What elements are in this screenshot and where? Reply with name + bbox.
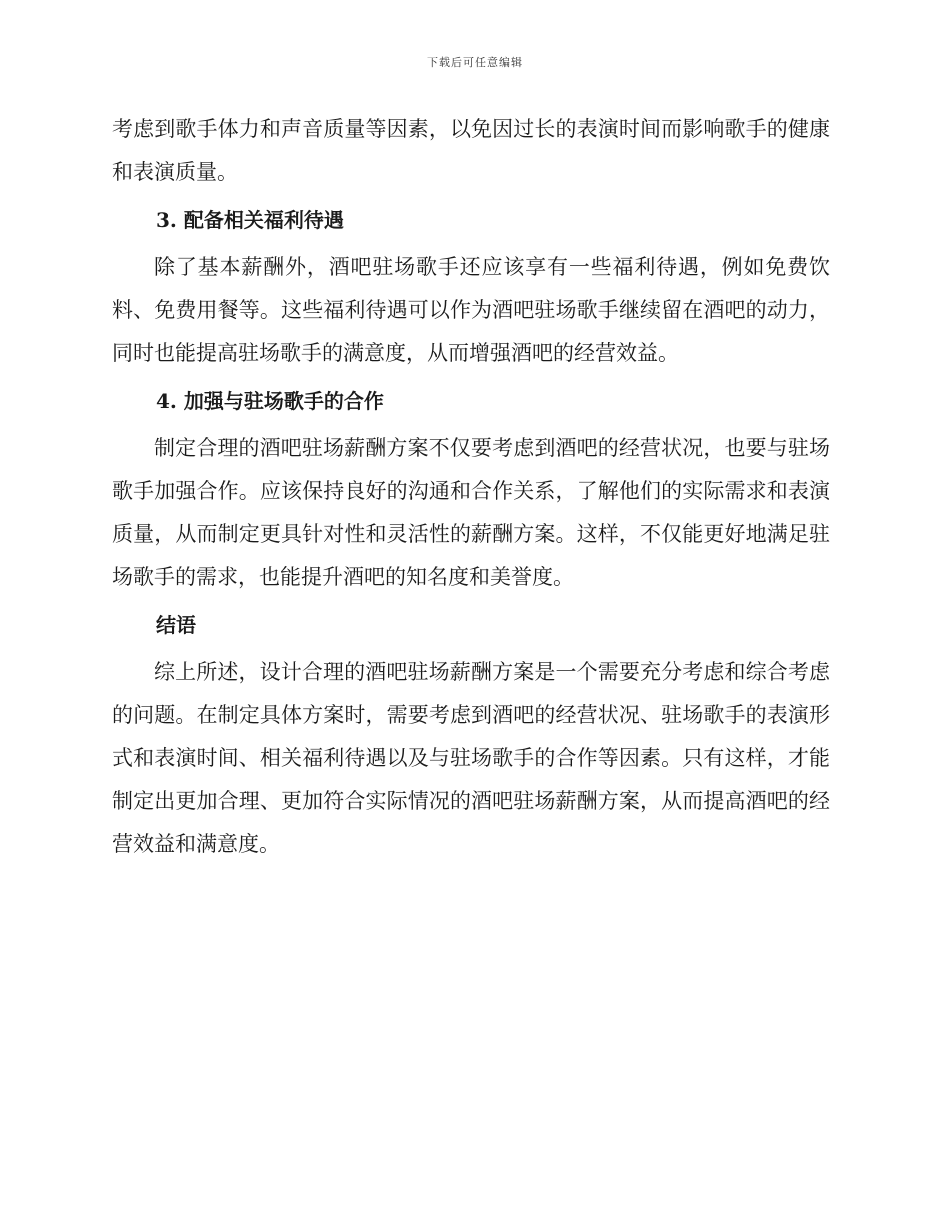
page-header: 下载后可任意编辑 [427,56,523,69]
paragraph-cooperation: 制定合理的酒吧驻场薪酬方案不仅要考虑到酒吧的经营状况，也要与驻场歌手加强合作。应该保持良好的沟通和合作关系，了解他们的实际需求和表演质量，从而制定更具针对性和灵活性的薪酬方案。这样，不仅能更好地满足驻场歌手的需求，也能提升酒吧的知名度和美誉度。 [112,436,830,589]
document-body [112,108,830,866]
section-heading-cooperation: 4. 加强与驻场歌手的合作 [156,389,384,413]
paragraph-conclusion: 综上所述，设计合理的酒吧驻场薪酬方案是一个需要充分考虑和综合考虑的问题。在制定具体方案时，需要考虑到酒吧的经营状况、驻场歌手的表演形式和表演时间、相关福利待遇以及与驻场歌手的合作等因素。只有这样，才能制定出更加合理、更加符合实际情况的酒吧驻场薪酬方案，从而提高酒吧的经营效益和满意度。 [112,660,830,856]
section-heading-conclusion: 结语 [156,613,196,637]
section-heading-benefits: 3. 配备相关福利待遇 [156,208,344,232]
paragraph-benefits: 除了基本薪酬外，酒吧驻场歌手还应该享有一些福利待遇，例如免费饮料、免费用餐等。这些福利待遇可以作为酒吧驻场歌手继续留在酒吧的动力，同时也能提高驻场歌手的满意度，从而增强酒吧的经营效益。 [112,255,830,365]
paragraph-continued: 考虑到歌手体力和声音质量等因素，以免因过长的表演时间而影响歌手的健康和表演质量。 [112,117,830,184]
